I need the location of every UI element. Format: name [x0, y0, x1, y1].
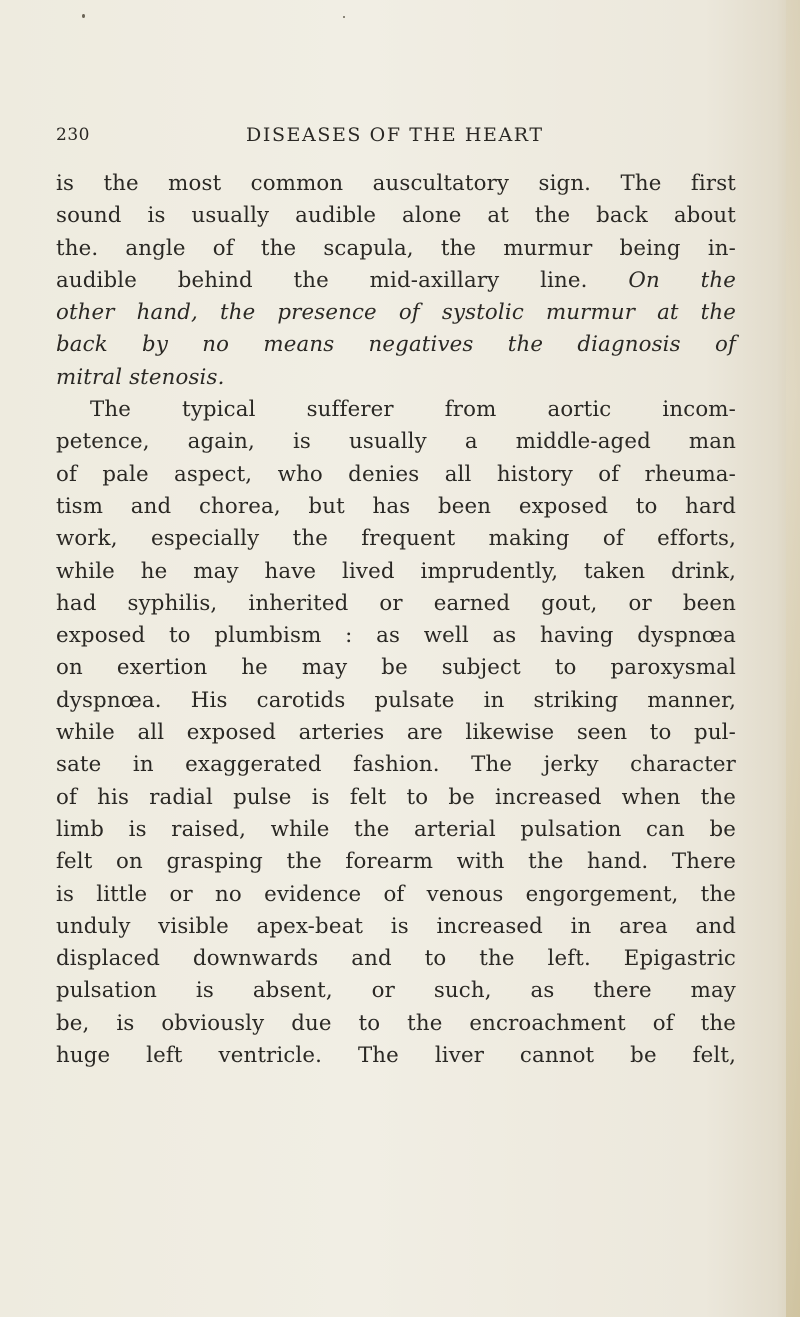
text-line: of pale aspect, who denies all history of rheuma-	[56, 461, 736, 487]
text-line	[56, 265, 736, 297]
text-line: of his radial pulse is felt to be increased when the	[56, 784, 736, 810]
text-line: while all exposed arteries are likewise seen to pul-	[56, 720, 736, 746]
text-line: displaced downwards and to the left. Epigastric	[56, 946, 736, 972]
text-line-italic: mitral stenosis.	[56, 364, 225, 390]
text-line: tism and chorea, but has been exposed to hard	[56, 493, 736, 519]
text-line-italic: other hand, the presence of systolic murmur at the	[56, 300, 736, 326]
text-line: huge left ventricle. The liver cannot be felt,	[56, 1043, 736, 1069]
paper-speck	[343, 16, 345, 18]
text-line: had syphilis, inherited or earned gout, or been	[56, 590, 736, 616]
text-segment: audible behind the mid-axillary line.	[56, 267, 588, 293]
text-line: felt on grasping the forearm with the hand. There	[56, 849, 736, 875]
text-line: dyspnœa. His carotids pulsate in striking manner,	[56, 687, 736, 713]
page-number: 230	[56, 125, 90, 145]
page-edge-shadow	[786, 0, 800, 1317]
text-line: pulsation is absent, or such, as there may	[56, 978, 736, 1004]
text-line: work, especially the frequent making of efforts,	[56, 526, 736, 552]
text-line: be, is obviously due to the encroachment of the	[56, 1010, 736, 1036]
text-line: the. angle of the scapula, the murmur being in-	[56, 235, 736, 261]
text-line: petence, again, is usually a middle-aged man	[56, 429, 736, 455]
text-line: sound is usually audible alone at the back about	[56, 203, 736, 229]
text-line: while he may have lived imprudently, taken drink,	[56, 558, 736, 584]
text-line: is little or no evidence of venous engorgement, the	[56, 881, 736, 907]
paragraph-first-line: The typical sufferer from aortic incom-	[90, 397, 736, 423]
text-line: on exertion he may be subject to paroxysmal	[56, 655, 736, 681]
running-title: DISEASES OF THE HEART	[246, 124, 544, 146]
paper-speck	[82, 14, 85, 18]
text-line: exposed to plumbism : as well as having dyspnœa	[56, 623, 736, 649]
text-line: is the most common auscultatory sign. The first	[56, 171, 736, 196]
body-text	[56, 168, 736, 1072]
text-line-italic: back by no means negatives the diagnosis of	[56, 332, 736, 358]
running-head	[56, 118, 706, 152]
text-line: limb is raised, while the arterial pulsation can be	[56, 816, 736, 842]
text-line: unduly visible apex-beat is increased in area and	[56, 913, 736, 939]
italic-segment: On the	[628, 267, 736, 293]
text-line: sate in exaggerated fashion. The jerky character	[56, 752, 736, 778]
